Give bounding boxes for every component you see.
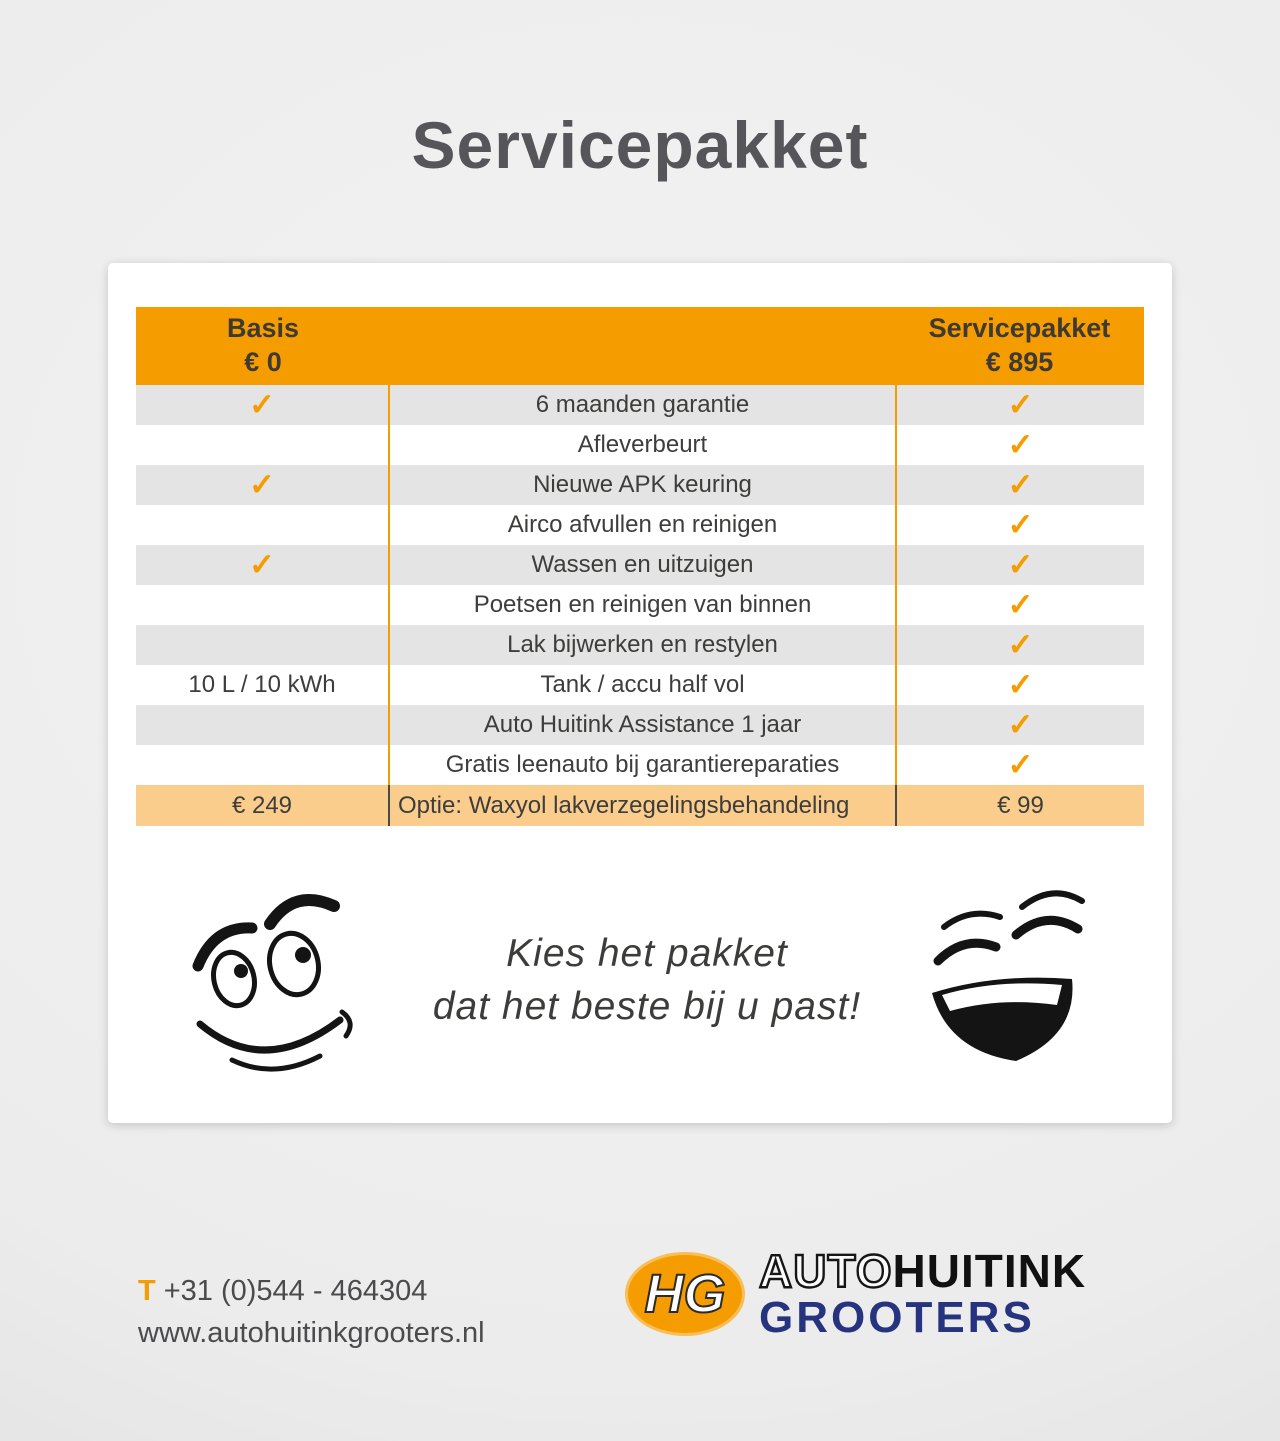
check-icon: ✓ (1007, 386, 1034, 422)
service-value (895, 505, 1144, 545)
basis-value (136, 745, 390, 785)
service-package-card (108, 263, 1172, 1123)
logo-grooters: GROOTERS (759, 1293, 1035, 1342)
basis-value (136, 385, 390, 425)
table-row (136, 705, 1144, 745)
header-basis (136, 307, 390, 385)
check-icon: ✓ (1007, 546, 1034, 582)
feature-label: 6 maanden garantie (535, 391, 750, 418)
check-icon: ✓ (1007, 426, 1034, 462)
feature-label: Nieuwe APK keuring (533, 471, 752, 498)
basis-value (136, 465, 390, 505)
tagline-line1: Kies het pakket (506, 932, 788, 976)
table-row (136, 745, 1144, 785)
logo-huitink: HUITINK (892, 1245, 1087, 1297)
option-label: Optie: Waxyol lakverzegelingsbehandeling (398, 791, 850, 819)
comparison-table (136, 307, 1144, 826)
logo-line1 (759, 1245, 1087, 1297)
tagline-line2: dat het beste bij u past! (432, 985, 862, 1028)
check-icon: ✓ (1007, 506, 1034, 542)
logo-text (759, 1245, 1087, 1342)
service-value (895, 425, 1144, 465)
check-icon: ✓ (1007, 706, 1034, 742)
check-icon: ✓ (249, 466, 275, 502)
happy-face-icon (172, 872, 384, 1090)
feature-label: Wassen en uitzuigen (531, 551, 754, 578)
option-row (136, 785, 1144, 826)
feature-label: Poetsen en reinigen van binnen (473, 591, 812, 618)
basis-price: € 0 (244, 347, 282, 377)
service-value (895, 465, 1144, 505)
choose-section (136, 872, 1144, 1090)
header-servicepakket (895, 307, 1144, 385)
table-row (136, 465, 1144, 505)
table-row (136, 505, 1144, 545)
tagline (433, 928, 861, 1033)
service-value (895, 705, 1144, 745)
phone-number: +31 (0)544 - 464304 (163, 1275, 428, 1307)
check-icon: ✓ (1007, 746, 1034, 782)
service-value (895, 545, 1144, 585)
check-icon: ✓ (1007, 666, 1034, 702)
table-body (136, 385, 1144, 785)
basis-title: Basis (226, 313, 300, 344)
table-row (136, 385, 1144, 425)
check-icon: ✓ (1007, 466, 1034, 502)
laughing-face-icon (910, 875, 1108, 1087)
table-row (136, 625, 1144, 665)
hg-monogram: HG (644, 1264, 726, 1324)
basis-value (136, 505, 390, 545)
basis-value (136, 625, 390, 665)
feature-label: Tank / accu half vol (540, 671, 745, 698)
option-service-price: € 99 (895, 785, 1144, 826)
basis-value (136, 545, 390, 585)
page-title: Servicepakket (411, 108, 869, 182)
basis-value: 10 L / 10 kWh (136, 665, 390, 705)
website-url: www.autohuitinkgrooters.nl (138, 1317, 485, 1350)
table-row (136, 585, 1144, 625)
feature-label: Auto Huitink Assistance 1 jaar (483, 711, 802, 738)
service-value (895, 665, 1144, 705)
table-row (136, 425, 1144, 465)
table-row (136, 665, 1144, 705)
feature-label: Airco afvullen en reinigen (507, 511, 778, 538)
servicepakket-price: € 895 (985, 347, 1054, 377)
servicepakket-title: Servicepakket (928, 313, 1111, 344)
option-basis-price: € 249 (136, 785, 390, 826)
service-value (895, 585, 1144, 625)
table-header (136, 307, 1144, 385)
company-logo (625, 1245, 1087, 1342)
basis-value (136, 425, 390, 465)
phone-line (138, 1270, 485, 1312)
basis-value (136, 705, 390, 745)
feature-label: Lak bijwerken en restylen (507, 631, 778, 658)
header-spacer (390, 307, 895, 385)
table-row (136, 545, 1144, 585)
feature-label: Afleverbeurt (577, 431, 708, 458)
hg-logo-icon (625, 1252, 745, 1336)
check-icon: ✓ (1007, 626, 1034, 662)
check-icon: ✓ (249, 546, 275, 582)
check-icon: ✓ (249, 386, 275, 422)
service-value (895, 625, 1144, 665)
service-value (895, 745, 1144, 785)
basis-value (136, 585, 390, 625)
logo-auto: AUTO (759, 1245, 893, 1297)
service-value (895, 385, 1144, 425)
feature-label: Gratis leenauto bij garantiereparaties (445, 751, 840, 778)
phone-prefix: T (138, 1275, 156, 1307)
check-icon: ✓ (1007, 586, 1034, 622)
footer-contact (138, 1270, 485, 1354)
